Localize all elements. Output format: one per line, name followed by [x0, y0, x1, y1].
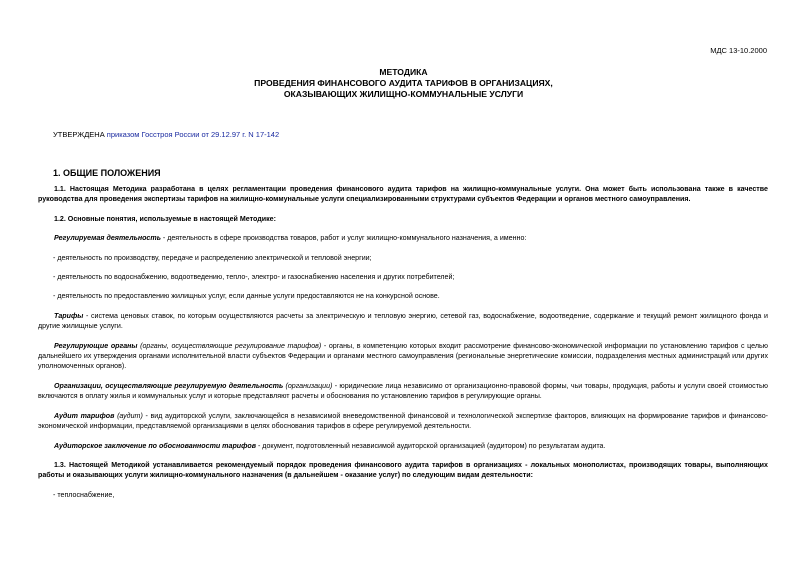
list-item: - теплоснабжение,: [53, 490, 115, 499]
paragraph-1-2: 1.2. Основные понятия, используемые в настоящей Методике:: [54, 214, 276, 223]
section-heading: 1. ОБЩИЕ ПОЛОЖЕНИЯ: [53, 168, 161, 178]
title-line-1: МЕТОДИКА: [379, 67, 428, 77]
definition-alt-term: (организации): [283, 381, 333, 390]
list-item: - деятельность по предоставлению жилищных услуг, если данные услуги предоставляются не на конкурсной основе.: [53, 292, 440, 301]
title-line-2: ПРОВЕДЕНИЯ ФИНАНСОВОГО АУДИТА ТАРИФОВ В ОРГАНИЗАЦИЯХ,: [254, 78, 553, 88]
document-title: [0, 67, 807, 100]
approval-label: УТВЕРЖДЕНА: [53, 130, 105, 139]
paragraph-1-1: 1.1. Настоящая Методика разработана в целях регламентации проведения финансового аудита тарифов на жилищно-коммунальные услуги. Она может быть использована также в качестве руководства для проведения экспертизы тарифов на жилищно-коммунальные услуги специализированными структурами субъектов Федерации и органов местного самоуправления.: [38, 185, 768, 204]
definition-term: Аудиторское заключение по обоснованности тарифов: [54, 441, 256, 450]
document-number: МДС 13-10.2000: [710, 46, 767, 55]
definition-regulated-organizations: [38, 381, 768, 402]
definition-text: - юридические лица независимо от организационно-правовой формы, чьи товары, продукция, работы и услуги своей стоимостью включаются в оплату жилья и коммунальных услуг и которые представляют расчеты и обоснования по установлению тарифов в регулирующие органы.: [38, 381, 768, 401]
definition-term: Организации, осуществляющие регулируемую деятельность: [54, 381, 284, 390]
definition-text: - деятельность в сфере производства товаров, работ и услуг жилищно-коммунального назначения, а именно:: [160, 234, 527, 243]
definition-tariffs: [38, 311, 768, 332]
definition-term: Регулируемая деятельность: [54, 234, 161, 243]
definition-alt-term: (аудит): [114, 411, 143, 420]
definition-alt-term: (органы, осуществляющие регулирование тарифов): [137, 341, 322, 350]
list-item: - деятельность по водоснабжению, водоотведению, тепло-, электро- и газоснабжению населения и других потребителей;: [53, 273, 455, 282]
definition-regulated-activity: [38, 233, 768, 243]
approval-order-link[interactable]: приказом Госстроя России от 29.12.97 г. N 17-142: [106, 130, 280, 139]
definition-term: Аудит тарифов: [54, 411, 115, 420]
list-item: - деятельность по производству, передаче и распределению электрической и тепловой энергии;: [53, 253, 372, 262]
definition-text: - вид аудиторской услуги, заключающейся в независимой вневедомственной финансовой и технологической экспертизе факторов, влияющих на формирование тарифов и финансово-экономической информации, представляемой организациями в целях обоснования тарифов в сфере регулируемой деятельности.: [38, 411, 769, 431]
definition-tariff-audit: [38, 411, 768, 432]
definition-text: - система ценовых ставок, по которым осуществляются расчеты за электрическую и тепловую энергию, сетевой газ, водоснабжение, водоотведение, содержание и текущий ремонт жилищного фонда и другие жилищные услуги.: [38, 311, 768, 331]
definition-audit-conclusion: [38, 441, 768, 451]
definition-text: - документ, подготовленный независимой аудиторской организацией (аудитором) по результатам аудита.: [256, 441, 606, 450]
definition-term: Тарифы: [54, 311, 84, 320]
title-line-3: ОКАЗЫВАЮЩИХ ЖИЛИЩНО-КОММУНАЛЬНЫЕ УСЛУГИ: [283, 89, 524, 99]
paragraph-1-3: 1.3. Настоящей Методикой устанавливается рекомендуемый порядок проведения финансового аудита тарифов в организациях - локальных монополистах, производящих товары, выполняющих работы и оказывающих услуги жилищно-коммунального назначения (в дальнейшем - оказание услуг) по следующим видам деятельности:: [38, 460, 768, 480]
approval-line: [53, 130, 279, 139]
definition-text: - органы, в компетенцию которых входит рассмотрение финансово-экономической информации по установлению тарифов с целью дальнейшего их утверждения органами исполнительной власти субъектов Федерации и органами местного самоуправления (региональные энергетические комиссии, подразделения местных администраций или других уполномоченных органов).: [38, 341, 768, 371]
definition-term: Регулирующие органы: [54, 341, 138, 350]
document-body: [38, 184, 768, 509]
definition-regulating-bodies: [38, 341, 768, 372]
